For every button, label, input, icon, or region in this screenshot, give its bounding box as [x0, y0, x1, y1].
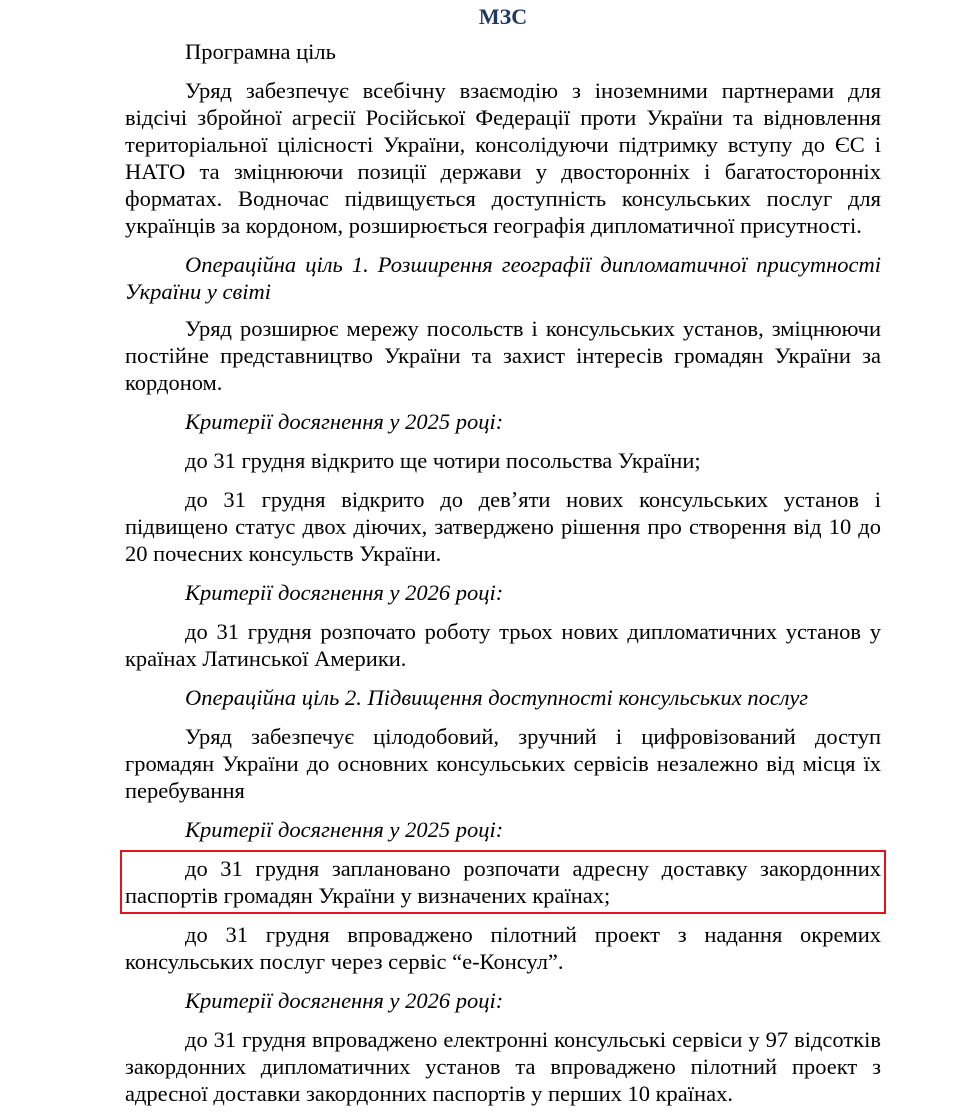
goal2-title: Операційна ціль 2. Підвищення доступності консульських послуг: [185, 685, 809, 710]
document-page: [125, 0, 881, 1119]
goal2-criteria-2025-item-highlighted: до 31 грудня заплановано розпочати адресну доставку закордонних паспортів громадян України у визначених країнах;: [125, 856, 881, 908]
goal2-text: Уряд забезпечує цілодобовий, зручний і цифровізований доступ громадян України до основних консульських сервісів незалежно від місця їх перебування: [125, 724, 881, 803]
goal1-criteria-2025-label: Критерії досягнення у 2025 році:: [185, 409, 504, 434]
goal1-criteria-2026-item: до 31 грудня розпочато роботу трьох нових дипломатичних установ у країнах Латинської Америки.: [125, 619, 881, 671]
goal2-criteria-2026-item: до 31 грудня впроваджено електронні консульські сервіси у 97 відсотків закордонних дипломатичних установ та впроваджено пілотний проект з адресної доставки закордонних паспортів у перших 10 країнах.: [125, 1027, 881, 1106]
intro-paragraph: Уряд забезпечує всебічну взаємодію з іноземними партнерами для відсічі збройної агресії Російської Федерації проти України та відновлення територіальної цілісності України, консолідуючи підтримку вступу до ЄС і НАТО та зміцнюючи позиції держави у двосторонніх і багатосторонніх форматах. Водночас підвищується доступність консульських послуг для українців за кордоном, розширюється географія дипломатичної присутності.: [125, 78, 881, 238]
goal1-text: Уряд розширює мережу посольств і консульських установ, зміцнюючи постійне представництво України та захист інтересів громадян України за кордоном.: [125, 316, 881, 395]
goal2-criteria-2026-label: Критерії досягнення у 2026 році:: [185, 988, 504, 1013]
goal1-title: Операційна ціль 1. Розширення географії дипломатичної присутності України у світі: [125, 252, 881, 304]
goal1-criteria-2025-item: до 31 грудня відкрито ще чотири посольства України;: [185, 448, 701, 473]
goal2-criteria-2025-item: до 31 грудня впроваджено пілотний проект з надання окремих консульських послуг через сервіс “е-Консул”.: [125, 922, 881, 974]
section-title: Програмна ціль: [185, 39, 336, 64]
goal1-criteria-2025-item: до 31 грудня відкрито до девʼяти нових консульських установ і підвищено статус двох діючих, затверджено рішення про створення від 10 до 20 почесних консульств України.: [125, 487, 881, 566]
page-header-title: МЗС: [478, 4, 528, 29]
goal2-criteria-2025-label: Критерії досягнення у 2025 році:: [185, 817, 504, 842]
goal1-criteria-2026-label: Критерії досягнення у 2026 році:: [185, 580, 504, 605]
